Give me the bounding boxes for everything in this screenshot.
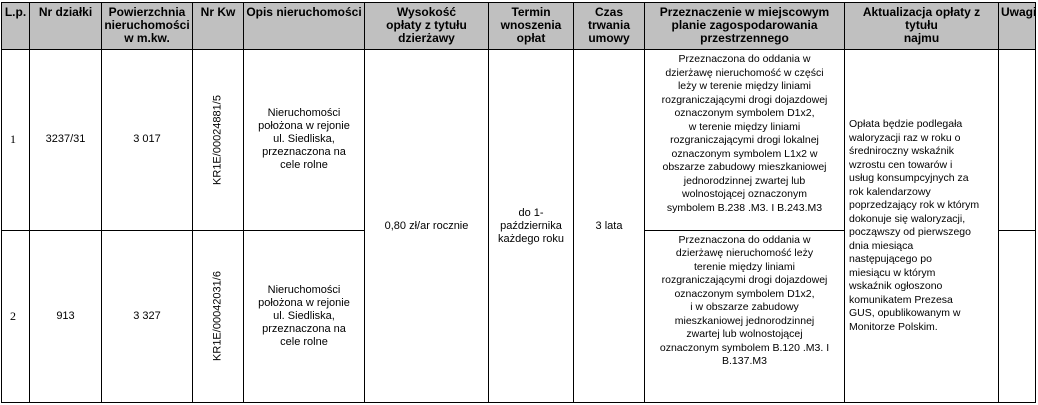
cell-area: 3 327 [102, 230, 193, 403]
header-remarks: Uwagi [999, 3, 1036, 50]
cell-description: Nieruchomości położona w rejonie ul. Siedliska, przeznaczona na cele rolne [244, 50, 365, 231]
header-lp: L.p. [2, 3, 30, 50]
cell-remarks [999, 50, 1036, 231]
header-row [2, 3, 1036, 50]
cell-plot-number: 3237/31 [30, 50, 102, 231]
header-fee: Wysokość opłaty z tytułu dzierżawy [365, 3, 489, 50]
cell-remarks [999, 230, 1036, 403]
header-kw: Nr Kw [193, 3, 244, 50]
cell-fee: 0,80 zł/ar rocznie [365, 50, 489, 403]
cell-plot-number: 913 [30, 230, 102, 403]
cell-payment-term: do 1- października każdego roku [489, 50, 574, 403]
header-area: Powierzchnia nieruchomości w m.kw. [102, 3, 193, 50]
cell-kw [193, 50, 244, 231]
cell-zoning: Przeznaczona do oddania w dzierżawę nieruchomość w części leży w terenie między liniami rozgraniczającymi drogi dojazdowej oznaczonym symbolem D1x2, w terenie między liniami rozgraniczającymi drogi lokalnej oznaczonym symbolem L1x2 w obszarze zabudowy mieszkaniowej jednorodzinnej zwartej lub wolnostojącej oznaczonym symbolem B.238 .M3. I B.243.M3 [645, 50, 845, 231]
header-plot-number: Nr działki [30, 3, 102, 50]
table-row [2, 50, 1036, 231]
cell-fee-update: Opłata będzie podlegała waloryzacji raz w roku o średniroczny wskaźnik wzrostu cen towarów i usług konsumpcyjnych za rok kalendarzowy poprzedzający rok w którym dokonuje się waloryzacji, począwszy od pierwszego dnia miesiąca następującego po miesiącu w którym wskaźnik ogłoszono komunikatem Prezesa GUS, opublikowanym w Monitorze Polskim. [845, 50, 999, 403]
header-fee-update: Aktualizacja opłaty z tytułu najmu [845, 3, 999, 50]
header-payment-term: Termin wnoszenia opłat [489, 3, 574, 50]
cell-area: 3 017 [102, 50, 193, 231]
kw-number: KR1E/00042031/6 [211, 271, 224, 362]
cell-lp: 1 [2, 50, 30, 231]
header-duration: Czas trwania umowy [574, 3, 645, 50]
header-zoning: Przeznaczenie w miejscowym planie zagospodarowania przestrzennego [645, 3, 845, 50]
header-description: Opis nieruchomości [244, 3, 365, 50]
cell-lp: 2 [2, 230, 30, 403]
cell-kw [193, 230, 244, 403]
cell-description: Nieruchomości położona w rejonie ul. Siedliska, przeznaczona na cele rolne [244, 230, 365, 403]
cell-duration: 3 lata [574, 50, 645, 403]
lease-table [1, 2, 1036, 403]
kw-number: KR1E/00024881/5 [211, 94, 224, 185]
cell-zoning: Przeznaczona do oddania w dzierżawę nieruchomość leży terenie między liniami rozgraniczającymi drogi dojazdowej oznaczonym symbolem D1x2, i w obszarze zabudowy mieszkaniowej jednorodzinnej zwartej lub wolnostojącej oznaczonym symbolem B.120 .M3. I B.137.M3 [645, 230, 845, 403]
